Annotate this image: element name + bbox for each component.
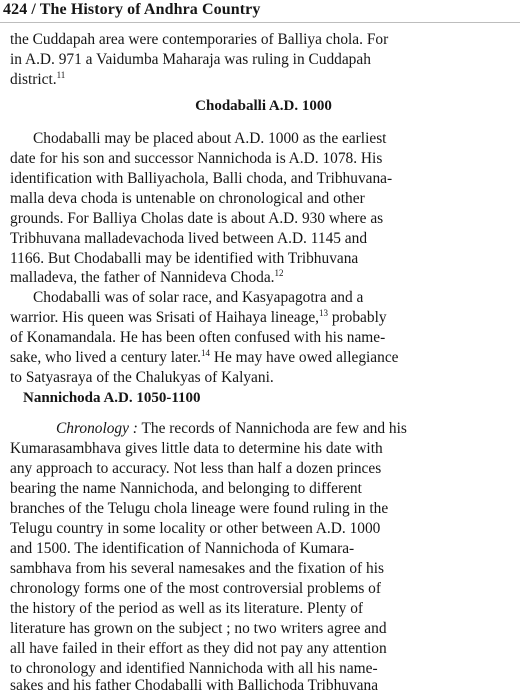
text-run: probably [328,309,387,326]
text-line: the history of the period as well as its literature. Plenty of [10,600,364,617]
text-line: Kumarasambhava gives little data to determine his date with [10,440,383,457]
text-run: warrior. His queen was Srisati of Haihaya lineage, [10,309,319,326]
text-line [10,268,284,288]
text-line: sakes and his father Chodaballi with Ballichoda Tribhuvana [10,677,379,694]
text-line [10,70,65,90]
text-run: The records of Nannichoda are few and his [137,420,407,437]
running-header: 424 / The History of Andhra Country [3,1,261,18]
header-rule [0,22,520,23]
text-line: malla deva choda is untenable on chronological and other [10,190,365,207]
text-run: sake, who lived a century later. [10,349,202,366]
text-run: district. [10,71,57,88]
text-run: He may have owed allegiance [210,349,399,366]
text-line: identification with Balliyachola, Balli choda, and Tribhuvana- [10,170,393,187]
text-line: of Konamandala. He has been often confused with his name- [10,329,386,346]
text-line: the Cuddapah area were contemporaries of Balliya chola. For [10,31,389,48]
text-line: 1166. But Chodaballi may be identified with Tribhuvana [10,250,359,267]
text-line: grounds. For Balliya Cholas date is about A.D. 930 where as [10,210,384,227]
text-line: to Satyasraya of the Chalukyas of Kalyani. [10,369,274,386]
section-heading: Nannichoda A.D. 1050-1100 [23,390,201,406]
text-line: Telugu country in some locality or other between A.D. 1000 [10,520,381,537]
text-line: Chodaballi was of solar race, and Kasyapagotra and a [33,289,364,306]
text-line [10,308,387,328]
text-line: sambhava from his several namesakes and the fixation of his [10,560,384,577]
text-line: Chodaballi may be placed about A.D. 1000 as the earliest [33,130,387,147]
text-line: chronology forms one of the most controversial problems of [10,580,382,597]
text-line: in A.D. 971 a Vaidumba Maharaja was ruling in Cuddapah [10,51,371,68]
text-line: any approach to accuracy. Not less than half a dozen princes [10,460,382,477]
footnote-ref: 13 [319,307,328,318]
text-line: and 1500. The identification of Nannichoda of Kumara- [10,540,355,557]
text-line: Tribhuvana malladevachoda lived between A.D. 1145 and [10,230,368,247]
section-heading: Chodaballi A.D. 1000 [195,98,332,114]
text-line: all have failed in their effort as they did not pay any attention [10,640,387,657]
text-line: branches of the Telugu chola lineage were found ruling in the [10,500,389,517]
text-line [56,419,407,439]
footnote-ref: 11 [56,69,66,80]
footnote-ref: 14 [201,347,211,358]
text-line: bearing the name Nannichoda, and belonging to different [10,480,362,497]
text-run: malladeva, the father of Nannideva Choda. [10,269,275,286]
text-line: literature has grown on the subject ; no two writers agree and [10,620,387,637]
footnote-ref: 12 [274,267,284,278]
text-line [10,348,398,368]
text-line: to chronology and identified Nannichoda with all his name- [10,660,378,677]
italic-lead: Chronology : [56,420,138,437]
text-line: date for his son and successor Nannichoda is A.D. 1078. His [10,150,383,167]
